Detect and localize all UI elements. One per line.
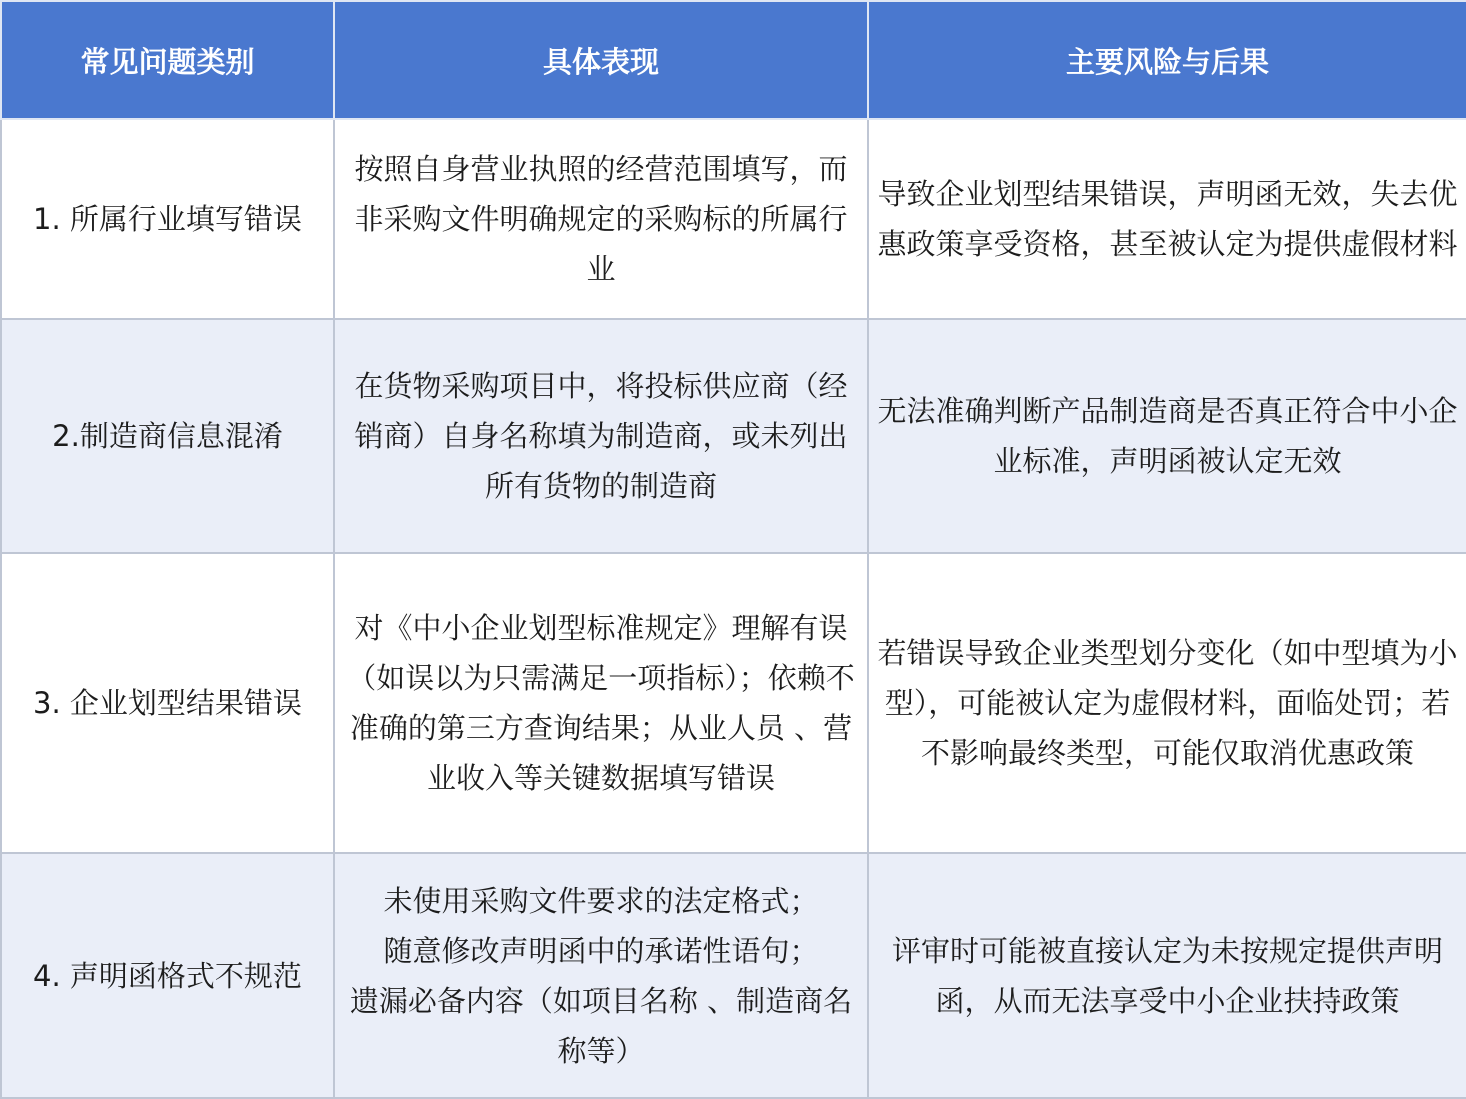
header-category: 常见问题类别: [1, 1, 334, 119]
row-manifestation: 在货物采购项目中，将投标供应商（经销商）自身名称填为制造商，或未列出所有货物的制造商: [334, 319, 868, 553]
manifestation-line: 未使用采购文件要求的法定格式；: [383, 883, 819, 918]
manifestation-line: 随意修改声明函中的承诺性语句；: [383, 933, 819, 968]
header-row: [1, 1, 1466, 119]
table-row: [1, 119, 1466, 319]
row-risk: 导致企业划型结果错误，声明函无效，失去优惠政策享受资格，甚至被认定为提供虚假材料: [868, 119, 1466, 319]
row-category: 2.制造商信息混淆: [1, 319, 334, 553]
row-category: 1. 所属行业填写错误: [1, 119, 334, 319]
row-manifestation: 按照自身营业执照的经营范围填写，而非采购文件明确规定的采购标的所属行业: [334, 119, 868, 319]
row-manifestation: 对《中小企业划型标准规定》理解有误（如误以为只需满足一项指标）；依赖不准确的第三方查询结果；从业人员 、营业收入等关键数据填写错误: [334, 553, 868, 853]
row-category: 3. 企业划型结果错误: [1, 553, 334, 853]
table-row: [1, 319, 1466, 553]
table-row: [1, 553, 1466, 853]
table-row: [1, 853, 1466, 1098]
row-risk: 若错误导致企业类型划分变化（如中型填为小型），可能被认定为虚假材料，面临处罚；若不影响最终类型，可能仅取消优惠政策: [868, 553, 1466, 853]
row-manifestation: [334, 853, 868, 1098]
manifestation-line: 遗漏必备内容（如项目名称 、制造商名称等）: [349, 983, 853, 1068]
row-category: 4. 声明函格式不规范: [1, 853, 334, 1098]
header-risk: 主要风险与后果: [868, 1, 1466, 119]
row-risk: 评审时可能被直接认定为未按规定提供声明函，从而无法享受中小企业扶持政策: [868, 853, 1466, 1098]
row-risk: 无法准确判断产品制造商是否真正符合中小企业标准，声明函被认定无效: [868, 319, 1466, 553]
header-manifestation: 具体表现: [334, 1, 868, 119]
